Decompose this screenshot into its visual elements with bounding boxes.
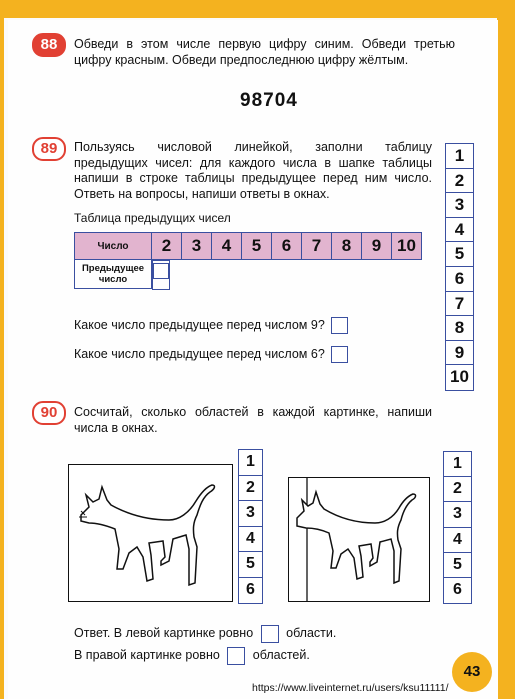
- table-head-number: 6: [272, 233, 302, 260]
- number-line-cell: 3: [239, 501, 262, 527]
- number-line-right: [443, 451, 472, 604]
- number-line-cell: 2: [239, 476, 262, 502]
- question-2: [74, 345, 348, 363]
- question-1-answer-box[interactable]: [331, 317, 348, 334]
- number-line-cell: 2: [444, 477, 471, 502]
- left-picture: [68, 464, 233, 602]
- cat-drawing: [69, 465, 232, 601]
- number-line-cell: 5: [446, 242, 473, 267]
- table-title: Таблица предыдущих чисел: [74, 211, 231, 225]
- table-row-label: Предыдущее число: [75, 260, 152, 289]
- answer-2-prefix: В правой картинке ровно: [74, 648, 220, 662]
- number-line-cell: 5: [239, 552, 262, 578]
- number-line-cell: 6: [446, 267, 473, 292]
- question-2-text: Какое число предыдущее перед числом 6?: [74, 347, 325, 361]
- task-88-number: 98704: [240, 90, 298, 111]
- answer-box[interactable]: [153, 263, 169, 279]
- answer-line-2: [74, 646, 310, 665]
- number-line-cell: 4: [444, 528, 471, 553]
- table-head-number: 8: [332, 233, 362, 260]
- answer-line-1: [74, 624, 336, 643]
- number-line-1-10: [445, 143, 474, 391]
- cat-drawing: [289, 478, 429, 601]
- number-line-cell: 9: [446, 341, 473, 366]
- table-head-label: Число: [75, 233, 152, 260]
- table-head-number: 3: [182, 233, 212, 260]
- number-line-cell: 4: [239, 527, 262, 553]
- table-head-number: 2: [152, 233, 182, 260]
- task-90-text: Сосчитай, сколько областей в каждой картинке, напиши числа в окнах.: [74, 405, 432, 435]
- number-line-cell: 1: [239, 450, 262, 476]
- number-line-cell: 3: [446, 193, 473, 218]
- question-2-answer-box[interactable]: [331, 346, 348, 363]
- watermark-url: https://www.liveinternet.ru/users/ksu11111/: [252, 682, 449, 694]
- previous-numbers-table: [74, 232, 422, 289]
- number-line-cell: 8: [446, 316, 473, 341]
- answer-1-suffix: области.: [286, 626, 337, 640]
- answer-1-box[interactable]: [261, 625, 279, 643]
- table-head-number: 10: [392, 233, 422, 260]
- table-head-number: 7: [302, 233, 332, 260]
- number-line-cell: 6: [453, 580, 462, 598]
- answer-2-suffix: областей.: [252, 648, 310, 662]
- task-89-badge: 89: [32, 137, 66, 161]
- task-90-badge: 90: [32, 401, 66, 425]
- question-1: [74, 316, 348, 334]
- number-line-cell: 3: [444, 502, 471, 527]
- number-line-cell: 5: [444, 553, 471, 578]
- right-picture: [288, 477, 430, 602]
- answer-cell[interactable]: [152, 260, 170, 290]
- number-line-cell: 2: [446, 169, 473, 194]
- task-88-badge: 88: [32, 33, 66, 57]
- number-line-cell: 1: [446, 144, 473, 169]
- task-88-text: Обведи в этом числе первую цифру синим. Обведи третью цифру красным. Обведи предпоследнюю цифру жёлтым.: [74, 37, 455, 67]
- number-line-cell: 1: [444, 452, 471, 477]
- table-head-number: 4: [212, 233, 242, 260]
- number-line-cell: 6: [246, 580, 255, 598]
- table-head-number: 9: [362, 233, 392, 260]
- question-1-text: Какое число предыдущее перед числом 9?: [74, 318, 325, 332]
- task-89-text: Пользуясь числовой линейкой, заполни таблицу предыдущих чисел: для каждого числа в шапке таблицы напиши в строке таблицы предыдущее перед ним число. Ответь на вопросы, напиши ответы в окнах.: [74, 140, 432, 201]
- page-number: 43: [452, 652, 492, 692]
- number-line-cell: 10: [450, 367, 469, 387]
- number-line-cell: 7: [446, 292, 473, 317]
- answer-2-box[interactable]: [227, 647, 245, 665]
- table-head-number: 5: [242, 233, 272, 260]
- number-line-left: [238, 449, 263, 604]
- answer-1-prefix: Ответ. В левой картинке ровно: [74, 626, 254, 640]
- number-line-cell: 4: [446, 218, 473, 243]
